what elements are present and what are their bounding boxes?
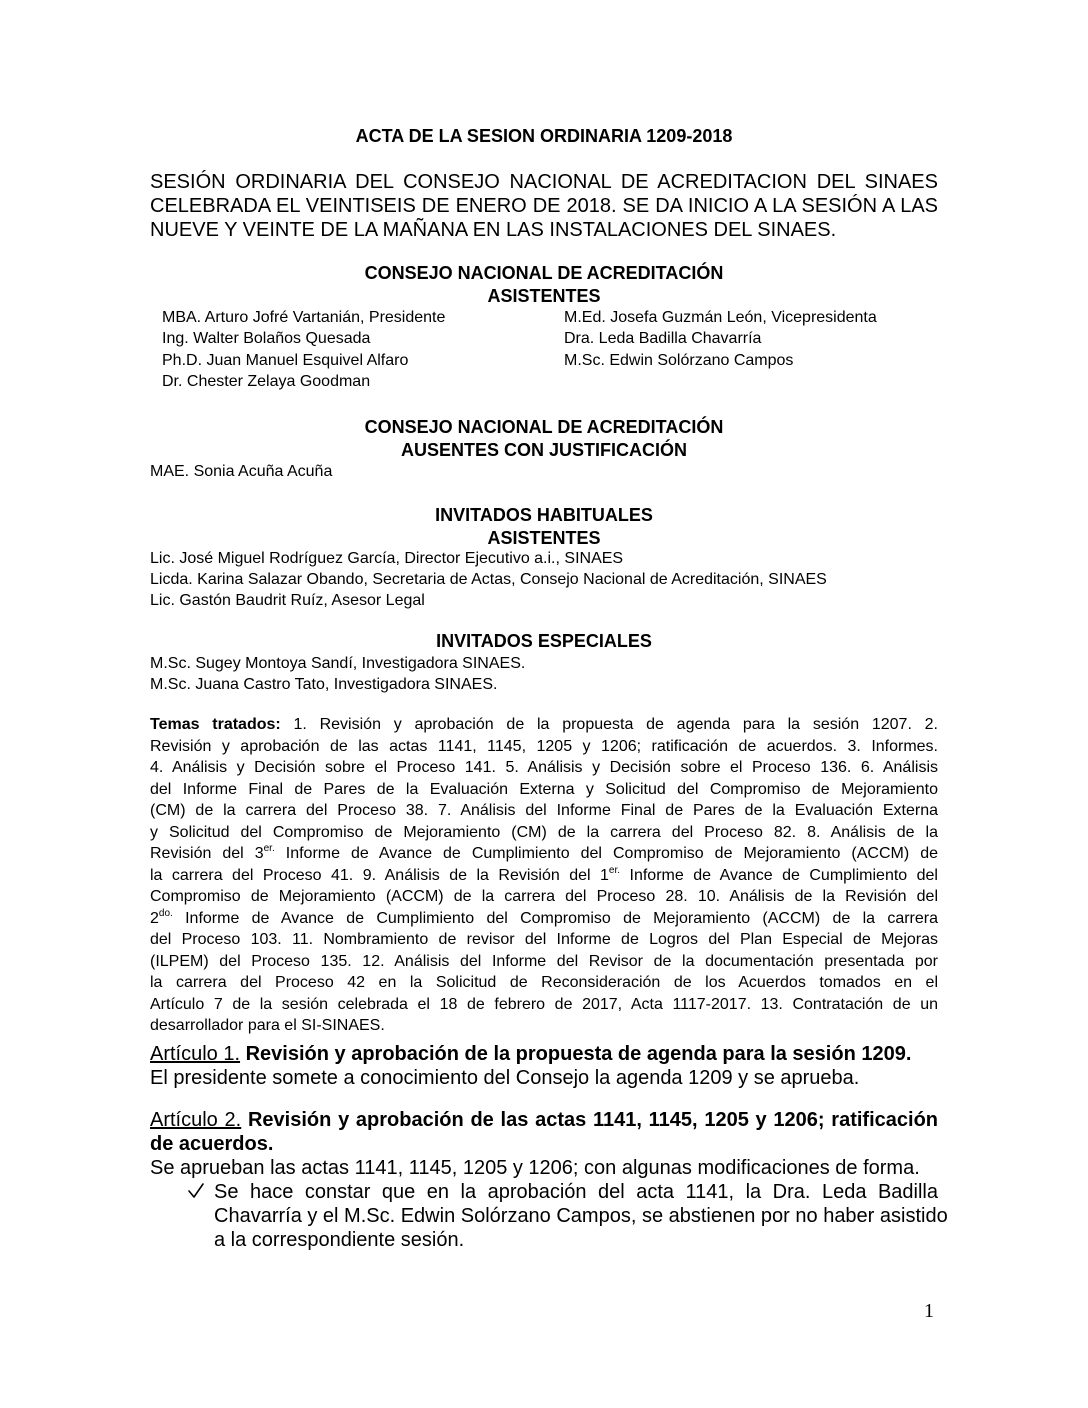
special-guest-2: M.Sc. Juana Castro Tato, Investigadora SINAES.: [150, 676, 498, 693]
article-2-bullet-line-2: Chavarría y el M.Sc. Edwin Solórzano Campos, se abstienen por no haber asistido: [214, 1205, 948, 1227]
topics-line-14: Artículo 7 de la sesión celebrada el 18 de febrero de 2017, Acta 1117-2017. 13. Contratación de un: [150, 995, 938, 1013]
article-2-bullet-line-1: Se hace constar que en la aprobación del acta 1141, la Dra. Leda Badilla: [214, 1181, 938, 1203]
topics-label: Temas tratados:: [150, 716, 281, 733]
intro-line-3: NUEVE Y VEINTE DE LA MAÑANA EN LAS INSTALACIONES DEL SINAES.: [150, 219, 837, 241]
topics-line-11: del Proceso 103. 11. Nombramiento de revisor del Informe de Logros del Plan Especial de Mejoras: [150, 931, 938, 948]
intro-line-1: SESIÓN ORDINARIA DEL CONSEJO NACIONAL DE ACREDITACION DEL SINAES: [150, 171, 938, 193]
guest-1: Lic. José Miguel Rodríguez García, Director Ejecutivo a.i., SINAES: [150, 550, 624, 567]
topics-line-6: y Solicitud del Compromiso de Mejoramiento (CM) de la carrera del Proceso 82. 8. Análisis de la: [150, 823, 938, 841]
attendee-left-1: MBA. Arturo Jofré Vartanián, Presidente: [162, 309, 446, 326]
article-1-label: Artículo 1.: [150, 1043, 241, 1065]
topics-line-15: desarrollador para el SI-SINAES.: [150, 1017, 385, 1034]
topics-line-2: Revisión y aprobación de las actas 1141, 1145, 1205 y 1206; ratificación de acuerdos. 3. Informes.: [150, 737, 938, 755]
article-2-title-cont: de acuerdos.: [150, 1133, 274, 1155]
attendees-subheading: ASISTENTES: [487, 286, 601, 306]
page-number: 1: [924, 1300, 934, 1322]
guests-heading: INVITADOS HABITUALES: [435, 505, 653, 525]
guests-subheading: ASISTENTES: [487, 528, 601, 548]
attendees-heading: CONSEJO NACIONAL DE ACREDITACIÓN: [364, 263, 724, 283]
checkmark-icon: [186, 1180, 206, 1202]
attendee-left-2: Ing. Walter Bolaños Quesada: [162, 330, 371, 347]
intro-line-2: CELEBRADA EL VEINTISEIS DE ENERO DE 2018. SE DA INICIO A LA SESIÓN A LAS: [150, 195, 938, 217]
special-guest-1: M.Sc. Sugey Montoya Sandí, Investigadora SINAES.: [150, 655, 526, 672]
topics-line-10: $2^{do.}$ Informe de Avance de Cumplimiento del Compromiso de Mejoramiento (ACCM) de la carrera: [150, 907, 938, 927]
topics-line-3: 4. Análisis y Decisión sobre el Proceso 141. 5. Análisis y Decisión sobre el Proceso 136. 6. Análisis: [150, 759, 938, 776]
attendee-right-2: Dra. Leda Badilla Chavarría: [564, 330, 762, 347]
absent-name: MAE. Sonia Acuña Acuña: [150, 463, 333, 480]
topics-line-1: Temas tratados: 1. Revisión y aprobación de la propuesta de agenda para la sesión 1207. 2.: [150, 716, 939, 733]
article-2-title: Revisión y aprobación de las actas 1141, 1145, 1205 y 1206; ratificación: [241, 1109, 939, 1131]
absent-heading: CONSEJO NACIONAL DE ACREDITACIÓN: [364, 417, 724, 437]
special-guests-heading: INVITADOS ESPECIALES: [436, 631, 652, 651]
attendee-right-1: M.Ed. Josefa Guzmán León, Vicepresidenta: [564, 309, 877, 326]
topics-line-7: Revisión del $3^{er.}$ Informe de Avance de Cumplimiento del Compromiso de Mejoramiento (ACCM) de: [150, 843, 938, 862]
article-2-heading: [150, 1108, 938, 1132]
article-1-title: Revisión y aprobación de la propuesta de agenda para la sesión 1209.: [240, 1043, 912, 1065]
article-2-body: Se aprueban las actas 1141, 1145, 1205 y 1206; con algunas modificaciones de forma.: [150, 1157, 920, 1179]
attendee-right-3: M.Sc. Edwin Solórzano Campos: [564, 352, 794, 369]
attendee-left-3: Ph.D. Juan Manuel Esquivel Alfaro: [162, 352, 409, 369]
absent-subheading: AUSENTES CON JUSTIFICACIÓN: [400, 440, 688, 460]
topics-line-8: la carrera del Proceso 41. 9. Análisis de la Revisión del $1^{er.}$ Informe de Avance de Cumplimiento del: [150, 864, 938, 884]
attendee-left-4: Dr. Chester Zelaya Goodman: [162, 373, 371, 390]
guest-3: Lic. Gastón Baudrit Ruíz, Asesor Legal: [150, 592, 425, 609]
topics-line-12: (ILPEM) del Proceso 135. 12. Análisis del Informe del Revisor de la documentación presentada por: [150, 952, 938, 970]
topics-line-4: del Informe Final de Pares de la Evaluación Externa y Solicitud del Compromiso de Mejoramiento: [150, 780, 938, 798]
document-title: ACTA DE LA SESION ORDINARIA 1209-2018: [355, 126, 733, 146]
topics-line-13: la carrera del Proceso 42 en la Solicitud de Reconsideración de los Acuerdos tomados en el: [150, 974, 938, 991]
article-2-label: Artículo 2.: [150, 1109, 242, 1131]
guest-2: Licda. Karina Salazar Obando, Secretaria de Actas, Consejo Nacional de Acreditación, SINAES: [150, 571, 827, 588]
topics-line-5: (CM) de la carrera del Proceso 38. 7. Análisis del Informe Final de Pares de la Evaluación Externa: [150, 802, 938, 819]
article-1-heading: [150, 1042, 911, 1066]
article-1-body: El presidente somete a conocimiento del Consejo la agenda 1209 y se aprueba.: [150, 1067, 860, 1089]
topics-line-9: Compromiso de Mejoramiento (ACCM) de la carrera del Proceso 28. 10. Análisis de la Revisión del: [150, 888, 938, 905]
article-2-bullet-line-3: a la correspondiente sesión.: [214, 1229, 465, 1251]
